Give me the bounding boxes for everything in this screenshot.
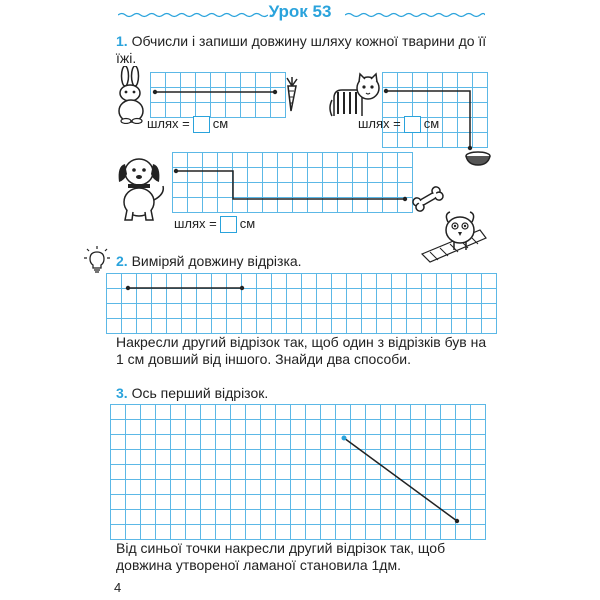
- unit-label: см: [423, 116, 440, 131]
- task2-title: Виміряй довжину відрізка.: [131, 253, 302, 269]
- task1-number: 1.: [116, 33, 128, 49]
- lesson-title: Урок 53: [268, 2, 332, 21]
- task3-title: Ось перший відрізок.: [131, 385, 269, 401]
- blue-point: [342, 436, 347, 441]
- path-prefix: шлях =: [147, 116, 190, 131]
- unit-label: см: [239, 216, 256, 231]
- task3-text: Від синьої точки накресли другий відрізок так, щоб довжина утвореної ламаної становила 1дм.: [116, 540, 446, 573]
- task2-text: Накресли другий відрізок так, щоб один з відрізків був на 1 см довший від іншого. Знайди два способи.: [116, 334, 487, 367]
- task1-text: Обчисли і запиши довжину шляху кожної тварини до її їжі.: [116, 33, 487, 66]
- page-number: 4: [114, 580, 122, 595]
- task2-number: 2.: [116, 253, 128, 269]
- unit-label: см: [212, 116, 229, 131]
- path-prefix: шлях =: [174, 216, 217, 231]
- path-prefix: шлях =: [358, 116, 401, 131]
- task3-number: 3.: [116, 385, 128, 401]
